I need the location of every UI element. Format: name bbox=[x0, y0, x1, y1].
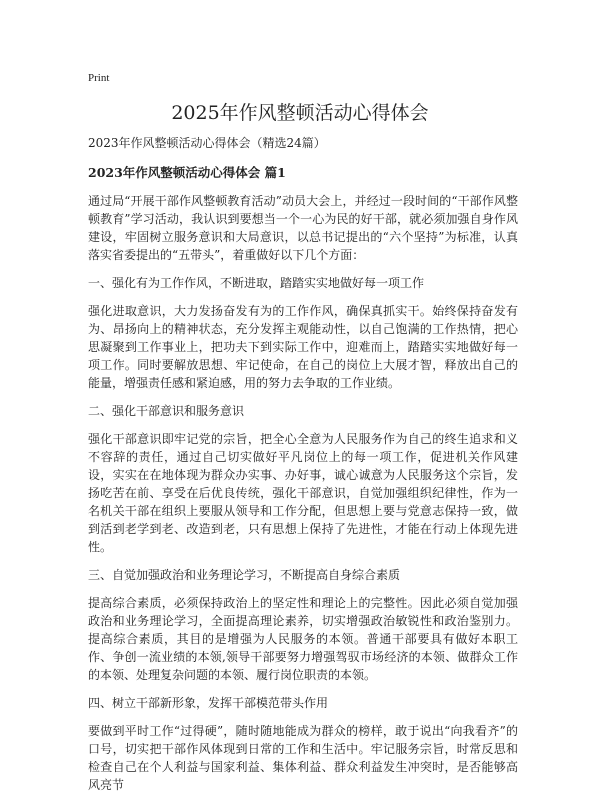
section-heading: 一、强化有为工作作风，不断进取，踏踏实实地做好每一项工作 bbox=[88, 276, 425, 290]
section-title: 2023年作风整顿活动心得体会 篇1 bbox=[88, 165, 286, 180]
section-heading: 三、自觉加强政治和业务理论学习，不断提高自身综合素质 bbox=[88, 568, 401, 582]
document-body bbox=[88, 124, 518, 804]
paragraph: 提高综合素质，必须保持政治上的坚定性和理论上的完整性。因此必须自觉加强政治和业务理论学习，全面提高理论素养，切实增强政治敏锐性和政治鉴别力。提高综合素质，其目的是增强为人民服务的本领。普通干部要具有做好本职工作、争创一流业绩的本领,领导干部要努力增强驾驭市场经济的本领、做群众工作的本领、处理复杂问题的本领、履行岗位职责的本领。 bbox=[88, 596, 518, 682]
document-title: 2025年作风整顿活动心得体会 bbox=[171, 102, 429, 124]
paragraph: 强化进取意识，大力发扬奋发有为的工作作风，确保真抓实干。始终保持奋发有为、昂扬向上的精神状态，充分发挥主观能动性，以自己饱满的工作热情，把心思凝聚到工作事业上，把功夫下到实际工作中，迎难而上，踏踏实实地做好每一项工作。同时要解放思想、牢记使命，在自己的岗位上大展才智，释放出自己的能量，增强责任感和紧迫感，用的努力去争取的工作业绩。 bbox=[88, 304, 518, 390]
paragraph: 要做到平时工作“过得硬”，随时随地能成为群众的榜样，敢于说出“向我看齐”的口号，切实把干部作风体现到日常的工作和生活中。牢记服务宗旨，时常反思和检查自己在个人利益与国家利益、集体利益、群众利益发生冲突时，是否能够高风亮节 bbox=[88, 724, 518, 792]
paragraph: 通过局“开展干部作风整顿教育活动”动员大会上，并经过一段时间的“干部作风整顿教育”学习活动，我认识到要想当一个一心为民的好干部，就必须加强自身作风建设，牢固树立服务意识和大局意识，以总书记提出的“六个坚持”为标准，认真落实省委提出的“五带头”，着重做好以下几个方面： bbox=[88, 194, 518, 262]
paragraph: 强化干部意识即牢记党的宗旨，把全心全意为人民服务作为自己的终生追求和义不容辞的责任，通过自己切实做好平凡岗位上的每一项工作，促进机关作风建设，实实在在地体现为群众办实事、办好事，诚心诚意为人民服务这个宗旨，发扬吃苦在前、享受在后优良传统，强化干部意识，自觉加强组织纪律性，作为一名机关干部在组织上要服从领导和工作分配，但思想上要与党意志保持一致，做到活到老学到老、改造到老，只有思想上保持了先进性，才能在行动上体现先进性。 bbox=[88, 432, 518, 554]
section-heading: 四、树立干部新形象，发挥干部模范带头作用 bbox=[88, 696, 329, 710]
section-heading: 二、强化干部意识和服务意识 bbox=[88, 404, 245, 418]
document-subtitle: 2023年作风整顿活动心得体会（精选24篇） bbox=[88, 136, 326, 150]
print-link[interactable]: Print bbox=[88, 72, 110, 84]
